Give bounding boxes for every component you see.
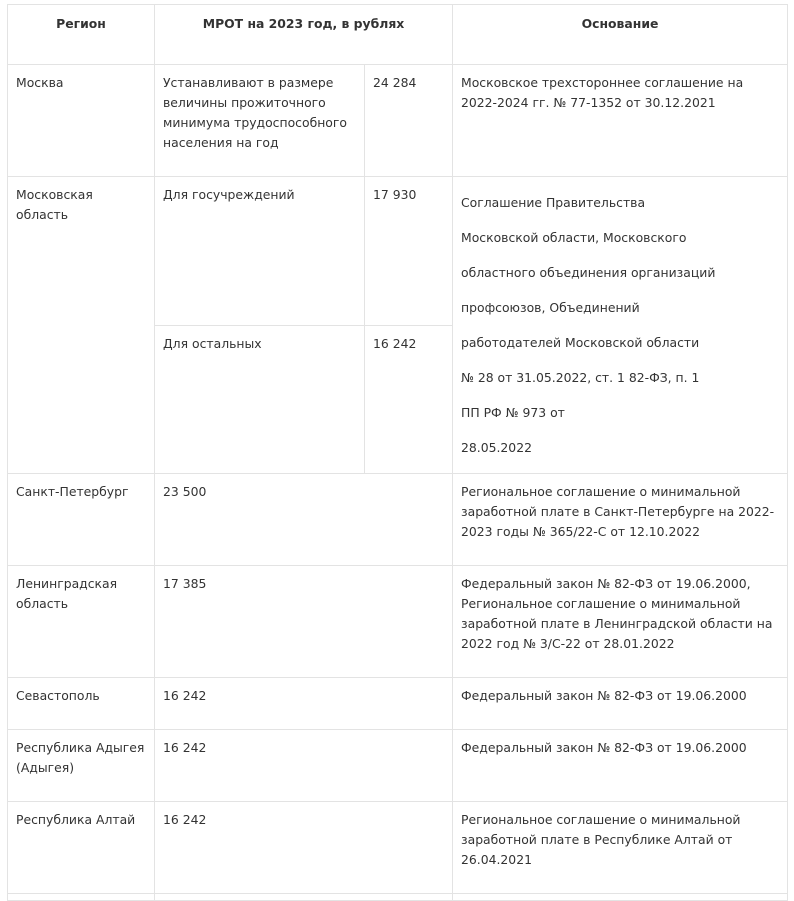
basis-cell: Федеральный закон № 82-ФЗ от 19.06.2000, Региональное соглашение о минимальной заработной плате в Ленинградской области на 2022 год № 3/С-22 от 28.01.2022 [453, 566, 788, 678]
table-row-altai [8, 802, 788, 894]
table-row-leningrad [8, 566, 788, 678]
value-cell: 24 284 [365, 65, 453, 177]
value-cell: 16 242 [155, 678, 453, 730]
region-cell: Республика Адыгея (Адыгея) [8, 730, 155, 802]
value-cell: 17 930 [365, 177, 453, 326]
basis-line: ПП РФ № 973 от [461, 405, 565, 420]
region-cell: Московская область [8, 177, 155, 474]
empty-cell [8, 894, 155, 901]
value-cell: 16 242 [365, 326, 453, 474]
empty-cell [453, 894, 788, 901]
header-basis: Основание [453, 5, 788, 65]
table-header-row [8, 5, 788, 65]
basis-line: 28.05.2022 [461, 440, 532, 455]
basis-line: работодателей Московской области [461, 335, 700, 350]
region-cell: Севастополь [8, 678, 155, 730]
table-row-sevastopol [8, 678, 788, 730]
table-row-spb [8, 474, 788, 566]
desc-cell: Для госучреждений [155, 177, 365, 326]
table-row-moscow-oblast [8, 177, 788, 326]
basis-line: Московской области, Московского [461, 230, 687, 245]
basis-line: Соглашение Правительства [461, 195, 646, 210]
basis-cell: Московское трехстороннее соглашение на 2022-2024 гг. № 77-1352 от 30.12.2021 [453, 65, 788, 177]
region-cell: Ленинградская область [8, 566, 155, 678]
table-row-moscow [8, 65, 788, 177]
basis-cell: Региональное соглашение о минимальной заработной плате в Санкт-Петербурге на 2022-2023 годы № 365/22-С от 12.10.2022 [453, 474, 788, 566]
basis-line: областного объединения организаций [461, 265, 716, 280]
mrot-table [7, 4, 788, 901]
value-cell: 16 242 [155, 730, 453, 802]
header-mrot: МРОТ на 2023 год, в рублях [155, 5, 453, 65]
empty-cell [155, 894, 453, 901]
basis-cell: Федеральный закон № 82-ФЗ от 19.06.2000 [453, 730, 788, 802]
region-cell: Москва [8, 65, 155, 177]
value-cell: 23 500 [155, 474, 453, 566]
table-row-cut [8, 894, 788, 901]
basis-cell: Региональное соглашение о минимальной заработной плате в Республике Алтай от 26.04.2021 [453, 802, 788, 894]
basis-line: профсоюзов, Объединений [461, 300, 640, 315]
value-cell: 17 385 [155, 566, 453, 678]
region-cell: Санкт-Петербург [8, 474, 155, 566]
basis-cell [453, 177, 788, 474]
value-cell: 16 242 [155, 802, 453, 894]
region-cell: Республика Алтай [8, 802, 155, 894]
table-row-adygea [8, 730, 788, 802]
desc-cell: Устанавливают в размере величины прожиточного минимума трудоспособного населения на год [155, 65, 365, 177]
basis-line: № 28 от 31.05.2022, ст. 1 82-ФЗ, п. 1 [461, 370, 700, 385]
basis-cell: Федеральный закон № 82-ФЗ от 19.06.2000 [453, 678, 788, 730]
header-region: Регион [8, 5, 155, 65]
desc-cell: Для остальных [155, 326, 365, 474]
